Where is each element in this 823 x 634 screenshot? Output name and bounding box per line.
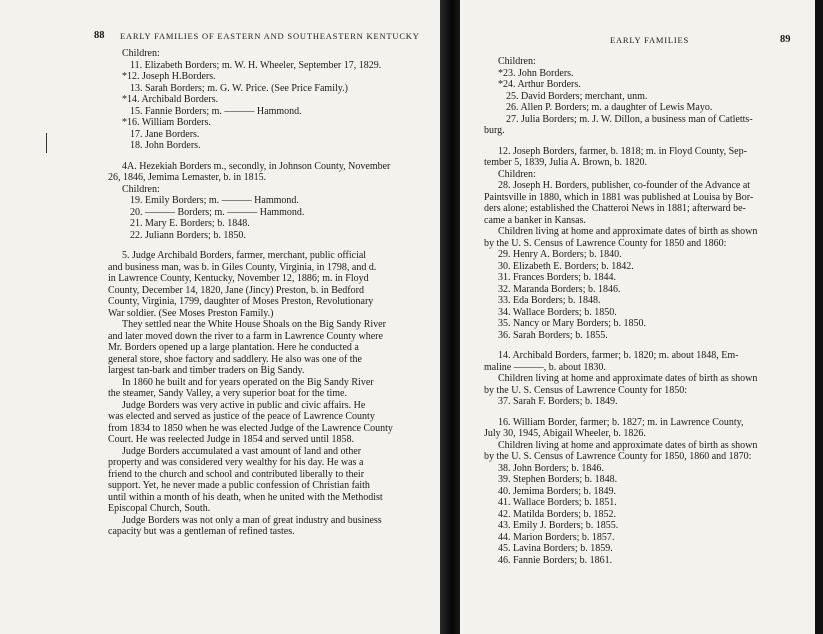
text-line: 11. Elizabeth Borders; m. W. H. Wheeler, September 17, 1829. bbox=[130, 59, 382, 71]
margin-mark bbox=[46, 133, 47, 153]
text-line: Judge Borders was not only a man of great industry and business bbox=[122, 514, 382, 526]
text-line: support. Yet, he never made a public confession of Christian faith bbox=[108, 480, 370, 491]
text-line: the steamer, Sandy Valley, a very superior boat for the time. bbox=[108, 388, 347, 399]
text-line: largest tan-bark and timber traders on Big Sandy. bbox=[108, 365, 305, 376]
text-line: 46. Fannie Borders; b. 1861. bbox=[498, 554, 613, 566]
text-line: tember 5, 1839, Julia A. Brown, b. 1820. bbox=[484, 157, 648, 168]
text-line: and later moved down the river to a farm in Lawrence County where bbox=[108, 330, 383, 342]
text-line: 45. Lavina Borders; b. 1859. bbox=[498, 543, 613, 554]
text-line: 18. John Borders. bbox=[130, 140, 201, 151]
text-line: 20. ——— Borders; m. ——— Hammond. bbox=[130, 206, 305, 218]
text-line: friend to the church and school and contributed liberally to their bbox=[108, 468, 365, 480]
paragraph-gap bbox=[108, 152, 430, 161]
text-line: Children: bbox=[498, 56, 536, 67]
right-page-text bbox=[484, 56, 802, 566]
text-line: 22. Juliann Borders; b. 1850. bbox=[130, 229, 246, 241]
text-line: maline ———, b. about 1830. bbox=[484, 361, 606, 373]
text-line: *24. Arthur Borders. bbox=[498, 79, 581, 90]
text-line: 35. Nancy or Mary Borders; b. 1850. bbox=[498, 318, 647, 329]
text-line: 21. Mary E. Borders; b. 1848. bbox=[130, 218, 250, 229]
text-line: War soldier. (See Moses Preston Family.) bbox=[108, 307, 274, 319]
text-line: Paintsville in 1880, which in 1881 was published at Louisa by Bor- bbox=[484, 191, 754, 203]
text-line: 5. Judge Archibald Borders, farmer, merchant, public official bbox=[122, 250, 367, 261]
page-number: 88 bbox=[94, 30, 105, 41]
text-line: burg. bbox=[484, 125, 505, 136]
paragraph-gap bbox=[484, 408, 802, 417]
text-line: *12. Joseph H.Borders. bbox=[122, 71, 216, 82]
text-line: 12. Joseph Borders, farmer, b. 1818; m. in Floyd County, Sep- bbox=[498, 145, 747, 157]
text-line: 19. Emily Borders; m. ——— Hammond. bbox=[130, 195, 299, 206]
text-line: 29. Henry A. Borders; b. 1840. bbox=[498, 249, 622, 260]
text-line: 4A. Hezekiah Borders m., secondly, in Johnson County, November bbox=[122, 160, 391, 172]
paragraph-gap bbox=[484, 137, 802, 146]
text-line: 43. Emily J. Borders; b. 1855. bbox=[498, 520, 619, 531]
text-line: by the U. S. Census of Lawrence County for 1850 and 1860: bbox=[484, 237, 727, 249]
text-line: 44. Marion Borders; b. 1857. bbox=[498, 531, 615, 543]
text-line: They settled near the White House Shoals on the Big Sandy River bbox=[122, 319, 386, 330]
text-line: Children living at home and approximate dates of birth as shown bbox=[498, 439, 758, 451]
page-edge bbox=[815, 0, 823, 634]
text-line: 26. Allen P. Borders; m. a daughter of Lewis Mayo. bbox=[506, 102, 713, 113]
text-line: 36. Sarah Borders; b. 1855. bbox=[498, 329, 608, 341]
text-line: property and was considered very wealthy for his day. He was a bbox=[108, 457, 364, 468]
text-line: 34. Wallace Borders; b. 1850. bbox=[498, 306, 617, 318]
text-line: July 30, 1945, Abigail Wheeler, b. 1826. bbox=[484, 428, 646, 439]
text-line: 39. Stephen Borders; b. 1848. bbox=[498, 474, 618, 485]
text-line: 14. Archibald Borders, farmer; b. 1820; m. about 1848, Em- bbox=[498, 350, 739, 361]
running-head: EARLY FAMILIES OF EASTERN AND SOUTHEASTERN KENTUCKY bbox=[120, 31, 420, 41]
text-line: Children living at home and approximate dates of birth as shown bbox=[498, 373, 758, 384]
text-line: 41. Wallace Borders; b. 1851. bbox=[498, 497, 617, 508]
text-line: until within a month of his death, when he united with the Methodist bbox=[108, 491, 383, 503]
text-line: was elected and served as justice of the peace of Lawrence County bbox=[108, 411, 375, 422]
text-line: Children living at home and approximate dates of birth as shown bbox=[498, 226, 758, 237]
text-line: capacity but was a gentleman of refined tastes. bbox=[108, 526, 295, 537]
running-head: EARLY FAMILIES bbox=[610, 35, 690, 45]
text-line: *16. William Borders. bbox=[122, 117, 211, 128]
text-line: 31. Frances Borders; b. 1844. bbox=[498, 272, 617, 283]
text-line: 15. Fannie Borders; m. ——— Hammond. bbox=[130, 105, 302, 117]
text-line: 27. Julia Borders; m. J. W. Dillon, a business man of Catletts- bbox=[506, 113, 753, 125]
text-line: Children: bbox=[498, 168, 536, 180]
text-line: County, Virginia, 1799, daughter of Moses Preston, Revolutionary bbox=[108, 296, 374, 307]
text-line: 42. Matilda Borders; b. 1852. bbox=[498, 508, 617, 520]
paragraph-gap bbox=[108, 241, 430, 250]
text-line: 33. Eda Borders; b. 1848. bbox=[498, 295, 601, 306]
text-line: ders alone; established the Chatteroi News in 1881; afterward be- bbox=[484, 203, 746, 214]
text-line: *23. John Borders. bbox=[498, 67, 574, 79]
text-line: Episcopal Church, South. bbox=[108, 503, 211, 514]
text-line: *14. Archibald Borders. bbox=[122, 94, 219, 105]
text-line: Children: bbox=[122, 48, 160, 59]
text-line: Mr. Borders opened up a large plantation. Here he conducted a bbox=[108, 342, 359, 353]
text-line: in Lawrence County, Kentucky, November 12, 1886; m. in Floyd bbox=[108, 273, 369, 284]
text-line: 16. William Border, farmer; b. 1827; m. in Lawrence County, bbox=[498, 416, 744, 428]
book-gutter bbox=[440, 0, 460, 634]
text-line: County, December 14, 1820, Jane (Jincy) Preston, b. in Bedford bbox=[108, 284, 364, 296]
text-line: and business man, was b. in Giles County, Virginia, in 1798, and d. bbox=[108, 261, 377, 273]
text-line: by the U. S. Census of Lawrence County for 1850: bbox=[484, 384, 688, 396]
paragraph-gap bbox=[484, 341, 802, 350]
left-page-text bbox=[108, 48, 430, 538]
text-line: general store, shoe factory and saddlery. He also was one of the bbox=[108, 353, 362, 365]
text-line: In 1860 he built and for years operated on the Big Sandy River bbox=[122, 376, 374, 388]
text-line: 38. John Borders; b. 1846. bbox=[498, 462, 604, 474]
page-number: 89 bbox=[780, 34, 791, 45]
text-line: Judge Borders was very active in public and civic affairs. He bbox=[122, 399, 366, 411]
right-page bbox=[460, 0, 823, 634]
text-line: Judge Borders accumulated a vast amount of land and other bbox=[122, 445, 362, 457]
text-line: 32. Maranda Borders; b. 1846. bbox=[498, 283, 621, 295]
text-line: Children: bbox=[122, 183, 160, 195]
text-line: Court. He was reelected Judge in 1854 and served until 1858. bbox=[108, 434, 355, 445]
text-line: 40. Jemima Borders; b. 1849. bbox=[498, 485, 617, 497]
text-line: came a banker in Kansas. bbox=[484, 214, 586, 226]
text-line: 13. Sarah Borders; m. G. W. Price. (See Price Family.) bbox=[130, 82, 348, 94]
text-line: 37. Sarah F. Borders; b. 1849. bbox=[498, 396, 618, 407]
text-line: 28. Joseph H. Borders, publisher, co-founder of the Advance at bbox=[498, 180, 751, 191]
text-line: from 1834 to 1850 when he was elected Judge of the Lawrence County bbox=[108, 422, 393, 434]
text-line: 17. Jane Borders. bbox=[130, 128, 200, 140]
text-line: by the U. S. Census of Lawrence County for 1850, 1860 and 1870: bbox=[484, 451, 752, 462]
text-line: 30. Elizabeth E. Borders; b. 1842. bbox=[498, 260, 634, 272]
text-line: 25. David Borders; merchant, unm. bbox=[506, 90, 648, 102]
text-line: 26, 1846, Jemima Lemaster, b. in 1815. bbox=[108, 172, 267, 183]
